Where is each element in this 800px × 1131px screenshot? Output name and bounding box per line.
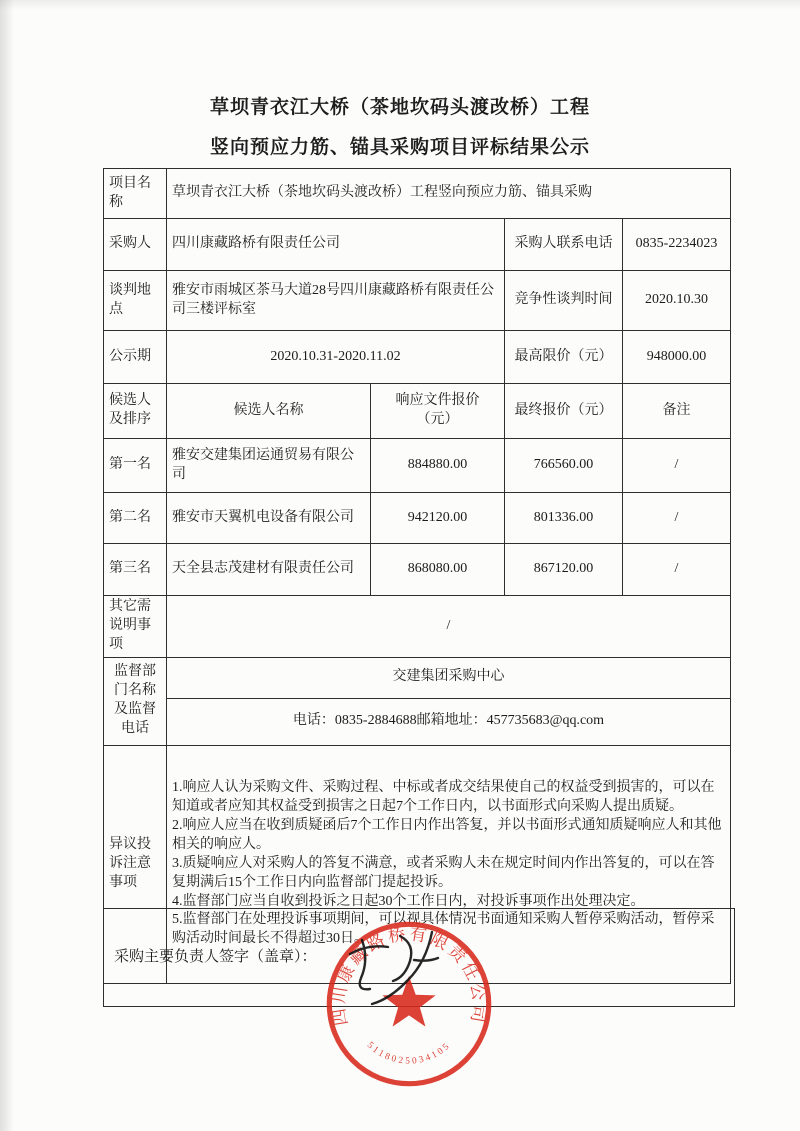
title-line-1: 草坝青衣江大桥（茶地坎码头渡改桥）工程 bbox=[209, 97, 590, 118]
purchaser-value: 四川康藏路桥有限责任公司 bbox=[167, 219, 505, 271]
row-purchaser bbox=[104, 219, 731, 271]
signature-stroke-5 bbox=[414, 958, 438, 961]
publicity-value: 2020.10.31-2020.11.02 bbox=[167, 331, 505, 384]
rank-3: 第三名 bbox=[104, 544, 167, 596]
candidate-1-doc-price: 884880.00 bbox=[371, 439, 505, 493]
signature-stroke-4 bbox=[372, 932, 432, 1004]
candidate-3-doc-price: 868080.00 bbox=[371, 544, 505, 596]
negotiation-time-label: 竞争性谈判时间 bbox=[505, 271, 623, 331]
header-doc-price-line2: （元） bbox=[416, 412, 459, 427]
row-supervision-contact bbox=[104, 698, 731, 745]
row-other bbox=[104, 596, 731, 658]
max-price-value: 948000.00 bbox=[623, 331, 731, 384]
candidate-2-name: 雅安市天翼机电设备有限公司 bbox=[167, 493, 371, 544]
negotiation-time-value: 2020.10.30 bbox=[623, 271, 731, 331]
project-label: 项目名称 bbox=[104, 169, 167, 219]
objection-item-5: 5.监督部门在处理投诉事项期间，可以视具体情况书面通知采购人暂停采购活动，暂停采购活动时间最长不得超过30日。 bbox=[172, 912, 715, 947]
result-table bbox=[103, 168, 731, 984]
objection-item-3: 3.质疑响应人对采购人的答复不满意，或者采购人未在规定时间内作出答复的，可以在答复期满后15个工作日内向监督部门提起投诉。 bbox=[172, 855, 715, 890]
max-price-label: 最高限价（元） bbox=[505, 331, 623, 384]
row-venue bbox=[104, 271, 731, 331]
venue-value: 雅安市雨城区茶马大道28号四川康藏路桥有限责任公司三楼评标室 bbox=[167, 271, 505, 331]
purchaser-phone-label: 采购人联系电话 bbox=[505, 219, 623, 271]
other-value: / bbox=[167, 596, 731, 658]
stamp-number-textpath: 5118025034105 bbox=[364, 1040, 454, 1067]
publicity-label: 公示期 bbox=[104, 331, 167, 384]
candidate-row-2 bbox=[104, 493, 731, 544]
header-name: 候选人名称 bbox=[167, 384, 371, 439]
candidate-1-remark: / bbox=[623, 439, 731, 493]
candidate-1-final-price: 766560.00 bbox=[505, 439, 623, 493]
candidate-3-remark: / bbox=[623, 544, 731, 596]
candidate-2-doc-price: 942120.00 bbox=[371, 493, 505, 544]
venue-label: 谈判地点 bbox=[104, 271, 167, 331]
objection-label: 异议投诉注意事项 bbox=[104, 745, 167, 983]
candidate-3-final-price: 867120.00 bbox=[505, 544, 623, 596]
objection-item-1: 1.响应人认为采购文件、采购过程、中标或者成交结果使自己的权益受到损害的，可以在知道或者应知其权益受到损害之日起7个工作日内，以书面形式向采购人提出质疑。 bbox=[172, 780, 715, 815]
signature-stroke-3 bbox=[393, 936, 411, 981]
header-remark: 备注 bbox=[623, 384, 731, 439]
signature-stroke-1 bbox=[350, 946, 388, 954]
row-supervision-dept bbox=[104, 657, 731, 698]
row-publicity bbox=[104, 331, 731, 384]
candidate-3-name: 天全县志茂建材有限责任公司 bbox=[167, 544, 371, 596]
document-title bbox=[0, 88, 800, 168]
objection-item-2: 2.响应人应当在收到质疑函后7个工作日内作出答复，并以书面形式通知质疑响应人和其他相关的响应人。 bbox=[172, 817, 722, 852]
stamp-company-textpath: 四川康藏路桥有限责任公司 bbox=[329, 924, 489, 1027]
candidates-header-row bbox=[104, 384, 731, 439]
supervision-dept: 交建集团采购中心 bbox=[167, 657, 731, 698]
candidate-row-3 bbox=[104, 544, 731, 596]
stamp-number-text bbox=[365, 1040, 453, 1066]
signature-label: 采购主要负责人签字（盖章）： bbox=[114, 949, 317, 965]
rank-1: 第一名 bbox=[104, 439, 167, 493]
other-label: 其它需说明事项 bbox=[104, 596, 167, 658]
title-line-2: 竖向预应力筋、锚具采购项目评标结果公示 bbox=[209, 137, 590, 158]
header-final-price: 最终报价（元） bbox=[505, 384, 623, 439]
supervision-label: 监督部门名称及监督电话 bbox=[104, 657, 167, 745]
candidate-2-final-price: 801336.00 bbox=[505, 493, 623, 544]
header-rank: 候选人及排序 bbox=[104, 384, 167, 439]
handwritten-signature bbox=[328, 920, 478, 1020]
rank-2: 第二名 bbox=[104, 493, 167, 544]
candidate-2-remark: / bbox=[623, 493, 731, 544]
candidate-1-name: 雅安交建集团运通贸易有限公司 bbox=[167, 439, 371, 493]
purchaser-label: 采购人 bbox=[104, 219, 167, 271]
purchaser-phone-value: 0835-2234023 bbox=[623, 219, 731, 271]
supervision-contact: 电话：0835-2884688邮箱地址：457735683@qq.com bbox=[167, 698, 731, 745]
header-doc-price bbox=[371, 384, 505, 439]
header-doc-price-line1: 响应文件报价 bbox=[395, 393, 480, 409]
row-project bbox=[104, 169, 731, 219]
objection-item-4: 4.监督部门应当自收到投诉之日起30个工作日内，对投诉事项作出处理决定。 bbox=[172, 893, 645, 909]
candidate-row-1 bbox=[104, 439, 731, 493]
project-value: 草坝青衣江大桥（茶地坎码头渡改桥）工程竖向预应力筋、锚具采购 bbox=[167, 169, 731, 219]
